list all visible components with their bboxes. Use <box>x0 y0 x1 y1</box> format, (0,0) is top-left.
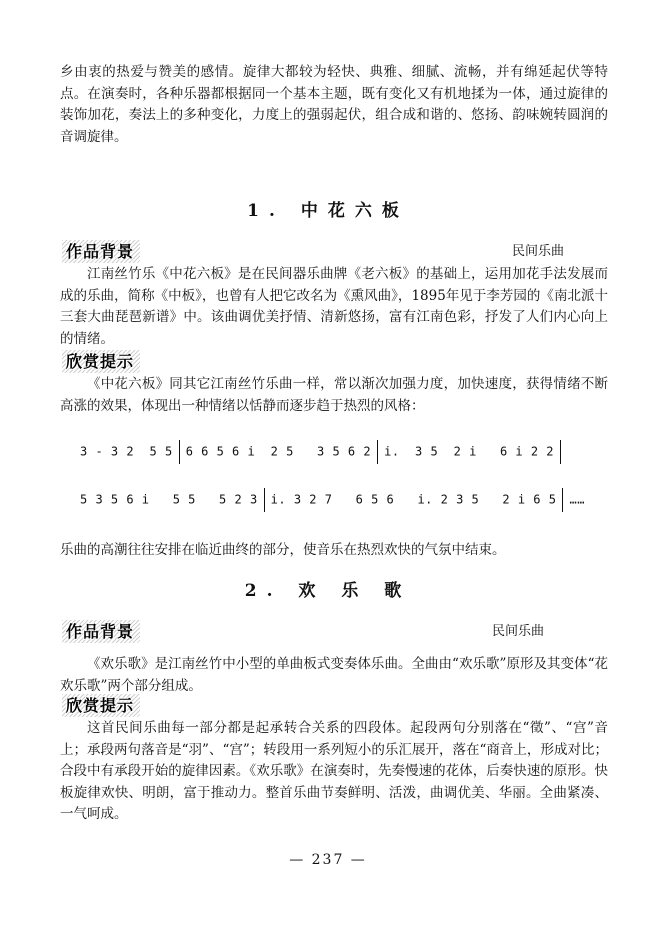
score-2-ellipsis: …… <box>569 492 585 507</box>
section2-source: 民间乐曲 <box>492 624 545 639</box>
section1-tips-text: 《中花六板》同其它江南丝竹乐曲一样，常以渐次加强力度，加快速度，获得情绪不断高涨的效果，体现出一种情绪以恬静而逐步趋于热烈的风格： <box>60 376 608 414</box>
section2-background-tag: 作品背景 <box>62 620 140 643</box>
section2-tips-text: 这首民间乐曲每一部分都是起承转合关系的四段体。起段两句分别落在“徵”、“宫”音上；承段两句落音是“羽”、“宫”；转段用一系列短小的乐汇展开，落在“商音上，形成对比；合段中有承段开始的旋律因素。《欢乐歌》在演奏时，先奏慢速的花体，后奏快速的原形。快板旋律欢快、明朗，富于推动力。整首乐曲节奏鲜明、活泼，曲调优美、华丽。全曲紧凑、一气呵成。 <box>60 720 608 822</box>
barline <box>562 488 563 512</box>
section1-source: 民间乐曲 <box>512 244 565 259</box>
score-1-measure-2: 6 6 5 6 i 2 5 3 5 6 2 <box>185 444 372 459</box>
intro-paragraph: 乡由衷的热爱与赞美的感情。旋律大都较为轻快、典雅、细腻、流畅，并有绵延起伏等特点。在演奏时，各种乐器都根据同一个基本主题，既有变化又有机地揉为一体，通过旋律的装饰加花，奏法上的多种变化，力度上的强弱起伏，组合成和谐的、悠扬、韵味婉转圆润的音调旋律。 <box>60 64 608 145</box>
section1-closing-text: 乐曲的高潮往往安排在临近曲终的部分，使音乐在热烈欢快的气氛中结束。 <box>60 542 506 558</box>
barline <box>264 488 265 512</box>
page-number: — 237 — <box>289 852 367 868</box>
barline <box>377 440 378 464</box>
barline <box>560 440 561 464</box>
section1-background-text: 江南丝竹乐《中花六板》是在民间器乐曲牌《老六板》的基础上，运用加花手法发展而成的乐曲，简称《中板》，也曾有人把它改名为《熏风曲》，1895年见于李芳园的《南北派十三套大曲琵琶新谱》中。该曲调优美抒情、清新悠扬，富有江南色彩，抒发了人们内心向上的情绪。 <box>60 266 608 347</box>
score-2-measure-2: i. 3 2 7 6 5 6 i. 2 3 5 2 i 6 5 <box>270 492 557 507</box>
score-line-2 <box>80 488 600 512</box>
section1-title: 1. 中花六板 <box>247 201 409 221</box>
section1-tips-tag: 欣赏提示 <box>62 350 140 373</box>
section2-background-text: 《欢乐歌》是江南丝竹中小型的单曲板式变奏体乐曲。全曲由“欢乐歌”原形及其变体“花欢乐歌”两个部分组成。 <box>60 656 608 694</box>
score-2-measure-1: 5 3 5 6 i 5 5 5 2 3 <box>80 492 258 507</box>
section2-title: 2. 欢 乐 歌 <box>244 581 412 601</box>
section1-background-tag: 作品背景 <box>62 240 140 263</box>
score-line-1 <box>80 440 600 464</box>
score-1-measure-1: 3 - 3 2 5 5 <box>80 444 173 459</box>
score-1-measure-3: i. 3 5 2 i 6 i 2 2 <box>384 444 555 459</box>
section2-tips-tag: 欣赏提示 <box>62 694 140 717</box>
barline <box>179 440 180 464</box>
